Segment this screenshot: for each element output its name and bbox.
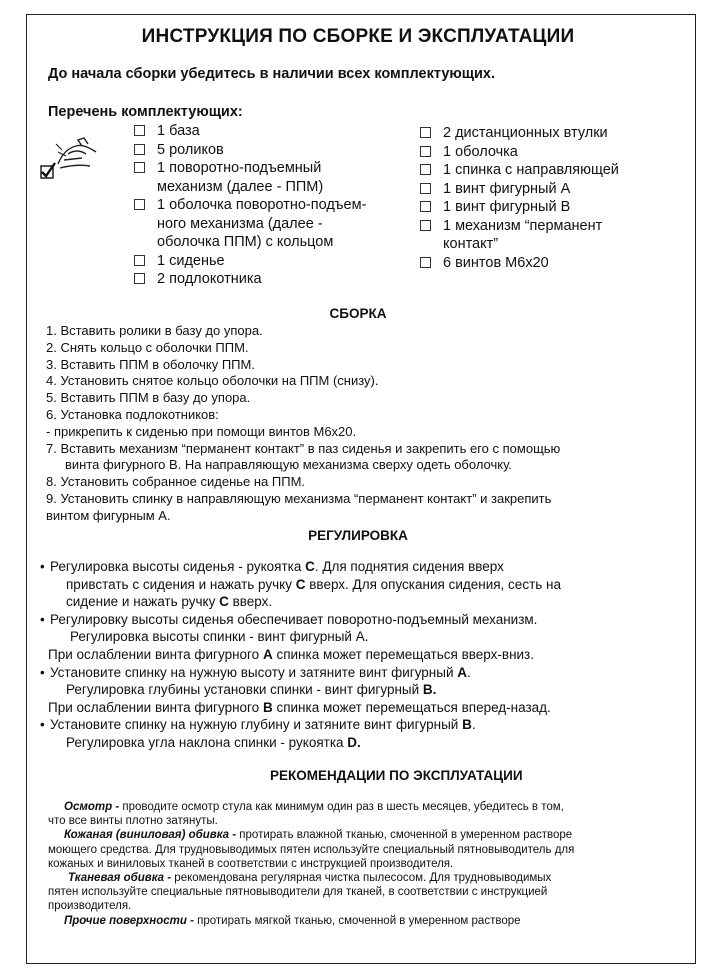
checkbox[interactable] [134, 162, 145, 173]
assembly-steps [46, 323, 686, 525]
hand-checkmark-icon [38, 136, 100, 186]
components-right-column [420, 124, 680, 272]
page-title: ИНСТРУКЦИЯ ПО СБОРКЕ И ЭКСПЛУАТАЦИИ [141, 26, 575, 47]
checkbox[interactable] [134, 255, 145, 266]
assembly-title: СБОРКА [329, 306, 387, 321]
component-item: 1 поворотно-подъемный механизм (далее - ППМ) [134, 159, 404, 196]
checkbox[interactable] [420, 201, 431, 212]
component-item: 2 подлокотника [134, 270, 404, 289]
checkbox[interactable] [420, 220, 431, 231]
checkbox[interactable] [134, 144, 145, 155]
adjustment-text: • Регулировка высоты сиденья - рукоятка С. Для поднятия сидения вверх привстать с сидения и нажать ручку С вверх. Для опускания сидения, сесть на сидение и нажать ручку С вверх. • Регулировку высоты сиденья обеспечивает поворотно-подъемный механизм. Регулировка высоты спинки - винт фигурный А. При ослаблении винта фигурного А спинка может перемещаться вверх-вниз. • Установите спинку на нужную высоту и затяните винт фигурный А. Регулировка глубины установки спинки - винт фигурный В. При ослаблении винта фигурного В спинка может перемещаться вперед-назад. • Установите спинку на нужную глубину и затяните винт фигурный В. Регулировка угла наклона спинки - рукоятка D. [40, 559, 561, 750]
assembly-step: винтом фигурным А. [46, 507, 171, 523]
bullet: • [40, 611, 45, 627]
intro-text: До начала сборки убедитесь в наличии всех комплектующих. [48, 66, 496, 82]
recommendations-title: РЕКОМЕНДАЦИИ ПО ЭКСПЛУАТАЦИИ [270, 768, 523, 783]
assembly-step: 9. Установить спинку в направляющую механизма “перманент контакт” и закрепить [46, 490, 552, 506]
assembly-step: 2. Снять кольцо с оболочки ППМ. [46, 339, 249, 355]
component-item: 2 дистанционных втулки [420, 124, 680, 143]
component-item: 1 сиденье [134, 252, 404, 271]
checkbox[interactable] [420, 183, 431, 194]
bullet: • [40, 559, 45, 574]
component-item: 1 оболочка [420, 143, 680, 162]
assembly-step: 8. Установить собранное сиденье на ППМ. [46, 474, 306, 490]
component-item: 1 винт фигурный А [420, 180, 680, 199]
assembly-step: 7. Вставить механизм “перманент контакт” в паз сиденья и закрепить его с помощью [46, 440, 561, 456]
components-heading: Перечень комплектующих: [48, 104, 243, 120]
checkbox[interactable] [420, 146, 431, 157]
component-item: 1 механизм “перманент контакт” [420, 217, 680, 254]
component-item: 1 винт фигурный В [420, 198, 680, 217]
checkbox[interactable] [134, 273, 145, 284]
component-item: 1 оболочка поворотно-подъем- ного механизма (далее - оболочка ППМ) с кольцом [134, 196, 404, 252]
assembly-step: 3. Вставить ППМ в оболочку ППМ. [46, 356, 255, 372]
assembly-step: 4. Установить снятое кольцо оболочки на ППМ (снизу). [46, 373, 379, 389]
checkbox[interactable] [420, 257, 431, 268]
checkbox[interactable] [134, 125, 145, 136]
bullet: • [40, 717, 45, 733]
bullet: • [40, 664, 45, 680]
assembly-step: 1. Вставить ролики в базу до упора. [46, 323, 263, 338]
components-left-column [134, 122, 404, 289]
checkbox[interactable] [134, 199, 145, 210]
checkbox[interactable] [420, 127, 431, 138]
assembly-step: 5. Вставить ППМ в базу до упора. [46, 390, 251, 406]
adjustment-title: РЕГУЛИРОВКА [308, 528, 408, 543]
assembly-step: 6. Установка подлокотников: [46, 406, 219, 422]
assembly-step: винта фигурного В. На направляющую механизма сверху одеть оболочку. [65, 457, 512, 473]
component-item: 6 винтов М6х20 [420, 254, 680, 273]
component-item: 1 база [134, 122, 404, 141]
assembly-step: - прикрепить к сиденью при помощи винтов М6х20. [46, 423, 357, 439]
component-item: 5 роликов [134, 141, 404, 160]
checkbox[interactable] [420, 164, 431, 175]
component-item: 1 спинка с направляющей [420, 161, 680, 180]
recommendations-text: Осмотр - проводите осмотр стула как минимум один раз в шесть месяцев, убедитесь в том, что все винты плотно затянуты. Кожаная (виниловая) обивка - протирать влажной тканью, смоченной в умеренном растворе моющего средства. Для трудновыводимых пятен используйте специальный пятновыводитель для кожаных и виниловых тканей в соответствии с инструкцией производителя. Тканевая обивка - рекомендована регулярная чистка пылесосом. Для трудновыводимых пятен используйте специальные пятновыводители для тканей, в соответствии с инструкцией производителя. Прочие поверхности - протирать мягкой тканью, смоченной в умеренном растворе [48, 801, 575, 927]
